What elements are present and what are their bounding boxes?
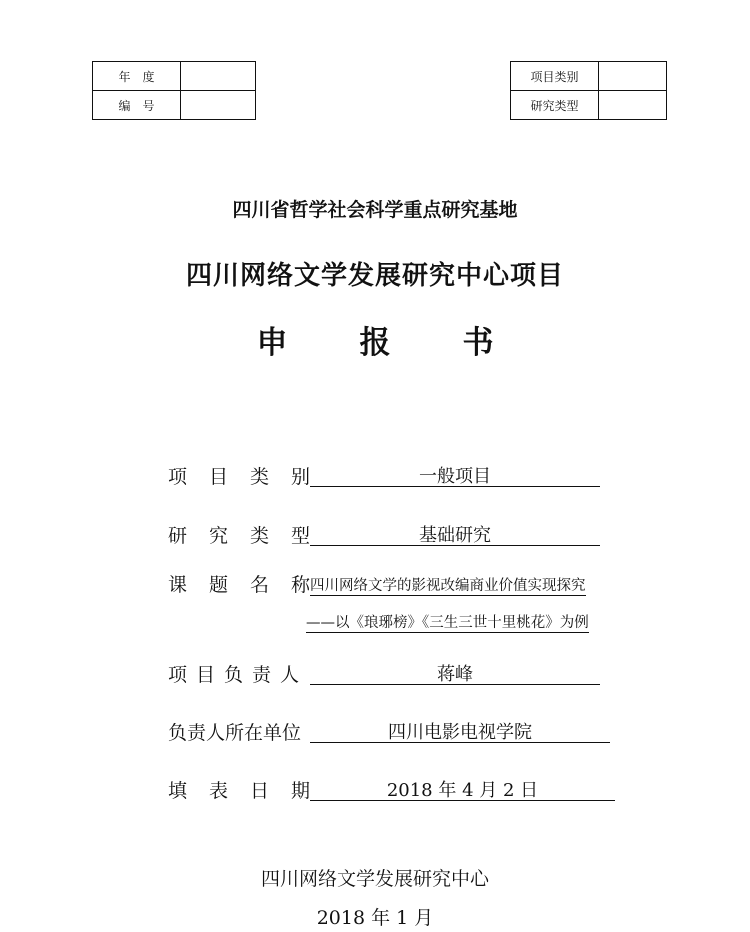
year-number-table xyxy=(92,61,256,120)
unit-label: 负责人所在单位 xyxy=(168,722,302,744)
project-title: 四川网络文学发展研究中心项目 xyxy=(185,261,564,291)
leader-label: 项目负责人 xyxy=(168,664,309,686)
project-category-label: 项目类别 xyxy=(511,62,599,91)
project-category-value xyxy=(599,62,667,91)
date-label: 填表日期 xyxy=(168,780,333,802)
year-value xyxy=(181,62,256,91)
category-label: 项目类别 xyxy=(168,466,333,488)
year-label: 年 度 xyxy=(93,62,181,91)
footer-organization: 四川网络文学发展研究中心 xyxy=(260,868,489,890)
document-title xyxy=(0,317,750,362)
number-label: 编 号 xyxy=(93,91,181,120)
organization-heading: 四川省哲学社会科学重点研究基地 xyxy=(232,199,518,221)
research-type-label: 研究类型 xyxy=(511,91,599,120)
topic-value-line1: 四川网络文学的影视改编商业价值实现探究 xyxy=(310,574,586,596)
research-type-field-label: 研究类型 xyxy=(168,525,333,547)
topic-value-line2: ——以《琅琊榜》《三生三世十里桃花》为例 xyxy=(306,611,589,633)
date-value: 2018 年 4 月 2 日 xyxy=(310,776,615,801)
research-type-field-value: 基础研究 xyxy=(310,521,600,546)
topic-label: 课题名称 xyxy=(168,574,333,596)
doc-title-char: 报 xyxy=(359,325,391,361)
doc-title-char: 书 xyxy=(462,325,494,361)
unit-value: 四川电影电视学院 xyxy=(310,718,610,743)
category-value: 一般项目 xyxy=(310,462,600,487)
footer-date: 2018 年 1 月 xyxy=(316,907,434,929)
research-type-value xyxy=(599,91,667,120)
number-value xyxy=(181,91,256,120)
leader-value: 蒋峰 xyxy=(310,660,600,685)
doc-title-char: 申 xyxy=(256,325,288,361)
category-type-table xyxy=(510,61,667,120)
